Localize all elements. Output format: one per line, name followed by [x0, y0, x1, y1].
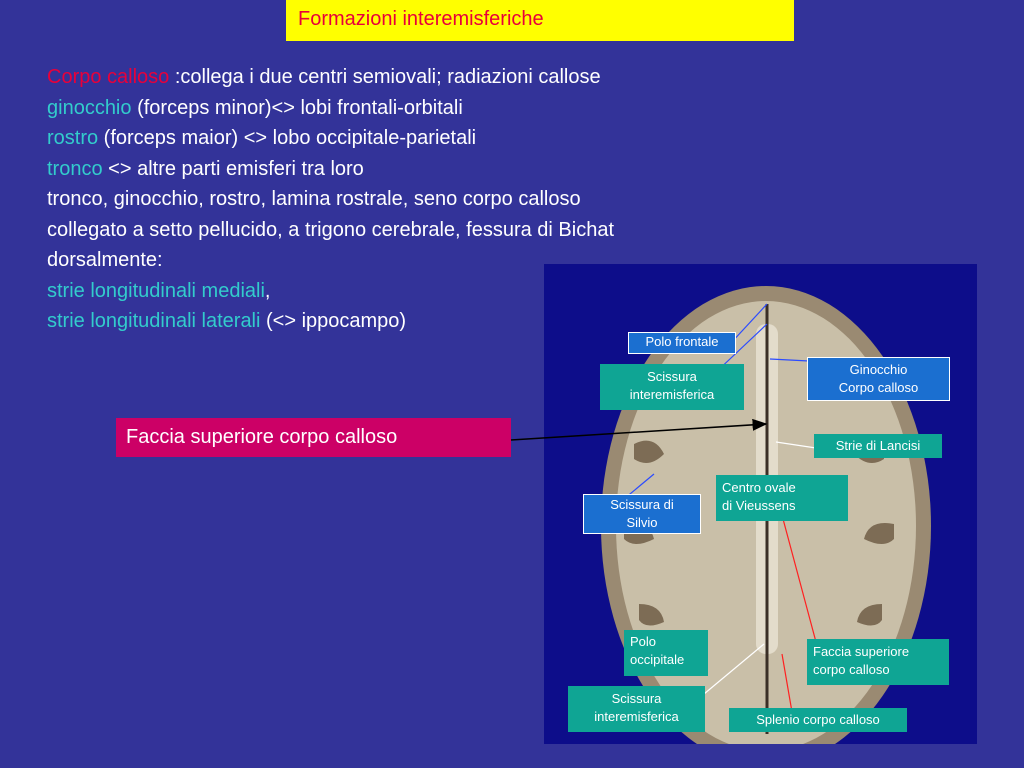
- term-strie-laterali: strie longitudinali laterali: [47, 310, 261, 332]
- term-ginocchio: ginocchio: [47, 96, 132, 119]
- term-strie-mediali: strie longitudinali mediali: [47, 279, 265, 302]
- line-dorsalmente: dorsalmente:: [47, 249, 163, 271]
- label-centro-ovale: Centro ovale di Vieussens: [716, 475, 848, 521]
- label-polo-occipitale: Polo occipitale: [624, 630, 708, 676]
- text-rostro: (forceps maior) <> lobo occipitale-parietali: [98, 127, 477, 149]
- label-polo-frontale: Polo frontale: [628, 332, 736, 354]
- text-strie-laterali: (<> ippocampo): [260, 310, 407, 332]
- callout-text: Faccia superiore corpo calloso: [126, 426, 398, 448]
- slide-title: [286, 0, 794, 41]
- text-corpo-calloso: :collega i due centri semiovali; radiazioni callose: [169, 66, 601, 88]
- callout-box: [116, 418, 511, 457]
- text-strie-mediali: ,: [264, 279, 271, 302]
- label-ginocchio: Ginocchio Corpo calloso: [807, 357, 950, 401]
- text-tronco: <> altre parti emisferi tra loro: [102, 157, 364, 180]
- label-scissura-interemisferica-bottom: Scissura interemisferica: [568, 686, 705, 732]
- line-rostro: [47, 123, 807, 154]
- line-parts: tronco, ginocchio, rostro, lamina rostrale, seno corpo calloso: [47, 188, 581, 210]
- term-rostro: rostro: [47, 127, 99, 149]
- label-strie-lancisi: Strie di Lancisi: [814, 434, 942, 458]
- label-scissura-interemisferica-top: Scissura interemisferica: [600, 364, 744, 410]
- label-scissura-silvio: Scissura di Silvio: [583, 494, 701, 534]
- line-collegato: collegato a setto pellucido, a trigono cerebrale, fessura di Bichat: [47, 218, 615, 241]
- line-ginocchio: [47, 93, 807, 124]
- line-corpo-calloso: [47, 62, 807, 93]
- slide-title-text: Formazioni interemisferiche: [298, 8, 544, 30]
- label-splenio: Splenio corpo calloso: [729, 708, 907, 732]
- line-tronco: [47, 154, 807, 185]
- brain-figure: [544, 264, 977, 744]
- label-faccia-superiore: Faccia superiore corpo calloso: [807, 639, 949, 685]
- text-ginocchio: (forceps minor)<> lobi frontali-orbitali: [131, 96, 463, 119]
- term-corpo-calloso: Corpo calloso: [47, 66, 170, 88]
- term-tronco: tronco: [47, 157, 103, 180]
